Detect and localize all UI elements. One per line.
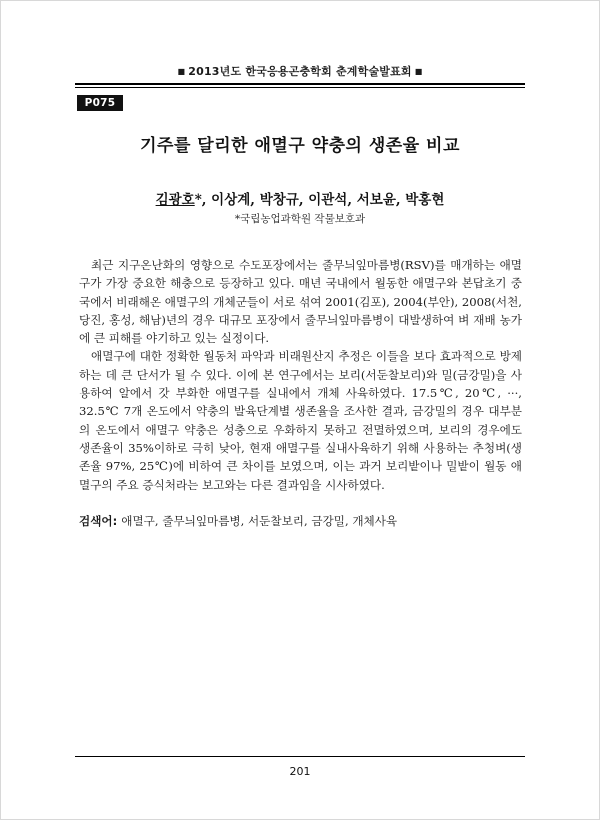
page-number: 201 xyxy=(289,765,311,778)
poster-id-badge: P075 xyxy=(77,95,123,111)
abstract-paragraph-1: 최근 지구온난화의 영향으로 수도포장에서는 줄무늬잎마름병(RSV)를 매개하는 애멸구가 가장 중요한 해충으로 등장하고 있다. 매년 국내에서 월동한 애멸구와 본답초기 중국에서 비래해온 애멸구의 개체군들이 서로 섞여 2001(김포), 2004(부안), 2008(서천, 당진, 홍성, 해남)년의 경우 대규모 포장에서 줄무늬잎마름병이 대발생하여 벼 재배 농가에 큰 피해를 야기하고 있는 실정이다. xyxy=(79,258,522,346)
square-bullet-icon-right: ■ xyxy=(414,67,423,76)
affiliation: *국립농업과학원 작물보호과 xyxy=(234,213,366,225)
keywords xyxy=(79,512,522,530)
author-list xyxy=(0,188,600,208)
footer-rule xyxy=(75,756,525,757)
co-authors: *, 이상계, 박창규, 이관석, 서보윤, 박홍현 xyxy=(194,192,445,208)
header-rule-top xyxy=(75,83,525,85)
keywords-label: 검색어: xyxy=(79,514,118,528)
paper-title: 기주를 달리한 애멸구 약충의 생존율 비교 xyxy=(140,136,460,156)
header-rule-bottom xyxy=(75,87,525,88)
abstract-paragraph-2: 애멸구에 대한 정확한 월동처 파악과 비래원산지 추정은 이들을 보다 효과적으로 방제하는 데 큰 단서가 될 수 있다. 이에 본 연구에서는 보리(서둔찰보리)와 밀(금강밀)을 사용하여 알에서 갓 부화한 애멸구를 실내에서 개체 사육하였다. 17.5℃, 20℃, ···, 32.5℃ 7개 온도에서 약충의 발육단계별 생존율을 조사한 결과, 금강밀의 경우 대부분의 온도에서 애멸구 약충은 성충으로 우화하지 못하고 전멸하였으며, 보리의 경우에도 생존율이 35%이하로 극히 낮아, 현재 애멸구를 실내사육하기 위해 사용하는 추청벼(생존율 97%, 25℃)에 비하여 큰 차이를 보였으며, 이는 과거 보리밭이나 밀밭이 월동 애멸구의 주요 증식처라는 보고와는 다른 결과임을 시사하였다. xyxy=(79,349,522,492)
presenting-author: 김광호 xyxy=(155,192,195,208)
keywords-text: 애멸구, 줄무늬잎마름병, 서둔찰보리, 금강밀, 개체사육 xyxy=(121,514,398,528)
square-bullet-icon-left: ■ xyxy=(177,67,186,76)
conference-name: 2013년도 한국응용곤충학회 춘계학술발표회 xyxy=(188,65,412,78)
abstract-body xyxy=(79,256,522,494)
running-header xyxy=(0,63,600,79)
